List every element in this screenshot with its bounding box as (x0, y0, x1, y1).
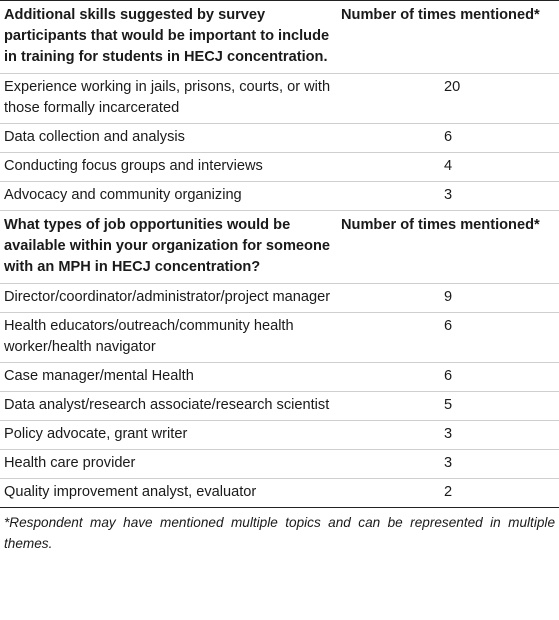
row-count: 3 (336, 182, 559, 211)
row-count: 5 (336, 392, 559, 421)
row-label: Data analyst/research associate/research scientist (0, 392, 336, 421)
row-count: 6 (336, 363, 559, 392)
row-label: Policy advocate, grant writer (0, 421, 336, 450)
table-row (0, 450, 559, 479)
row-count: 3 (336, 421, 559, 450)
table-row (0, 313, 559, 363)
table-row (0, 124, 559, 153)
row-label: Data collection and analysis (0, 124, 336, 153)
table-row (0, 363, 559, 392)
table-row (0, 479, 559, 508)
row-count: 6 (336, 124, 559, 153)
table-row (0, 421, 559, 450)
table-row (0, 153, 559, 182)
row-count: 4 (336, 153, 559, 182)
row-count: 20 (336, 74, 559, 124)
section-header-count-label: Number of times mentioned* (336, 1, 559, 74)
table-footnote: *Respondent may have mentioned multiple topics and can be represented in multiple themes. (4, 515, 555, 551)
section-header-question: What types of job opportunities would be available within your organization for someone with an MPH in HECJ concentration? (0, 211, 336, 284)
row-count: 3 (336, 450, 559, 479)
row-label: Director/coordinator/administrator/project manager (0, 284, 336, 313)
row-count: 2 (336, 479, 559, 508)
row-label: Health care provider (0, 450, 336, 479)
section-header-count-label: Number of times mentioned* (336, 211, 559, 284)
row-label: Advocacy and community organizing (0, 182, 336, 211)
row-label: Quality improvement analyst, evaluator (0, 479, 336, 508)
row-label: Conducting focus groups and interviews (0, 153, 336, 182)
section-header-question: Additional skills suggested by survey participants that would be important to include in training for students in HECJ concentration. (0, 1, 336, 74)
table-row (0, 284, 559, 313)
table-row (0, 74, 559, 124)
row-label: Experience working in jails, prisons, courts, or with those formally incarcerated (0, 74, 336, 124)
row-count: 9 (336, 284, 559, 313)
row-label: Health educators/outreach/community health worker/health navigator (0, 313, 336, 363)
row-label: Case manager/mental Health (0, 363, 336, 392)
table-row (0, 182, 559, 211)
row-count: 6 (336, 313, 559, 363)
section-header-row (0, 1, 559, 74)
section-header-row (0, 211, 559, 284)
table-row (0, 392, 559, 421)
